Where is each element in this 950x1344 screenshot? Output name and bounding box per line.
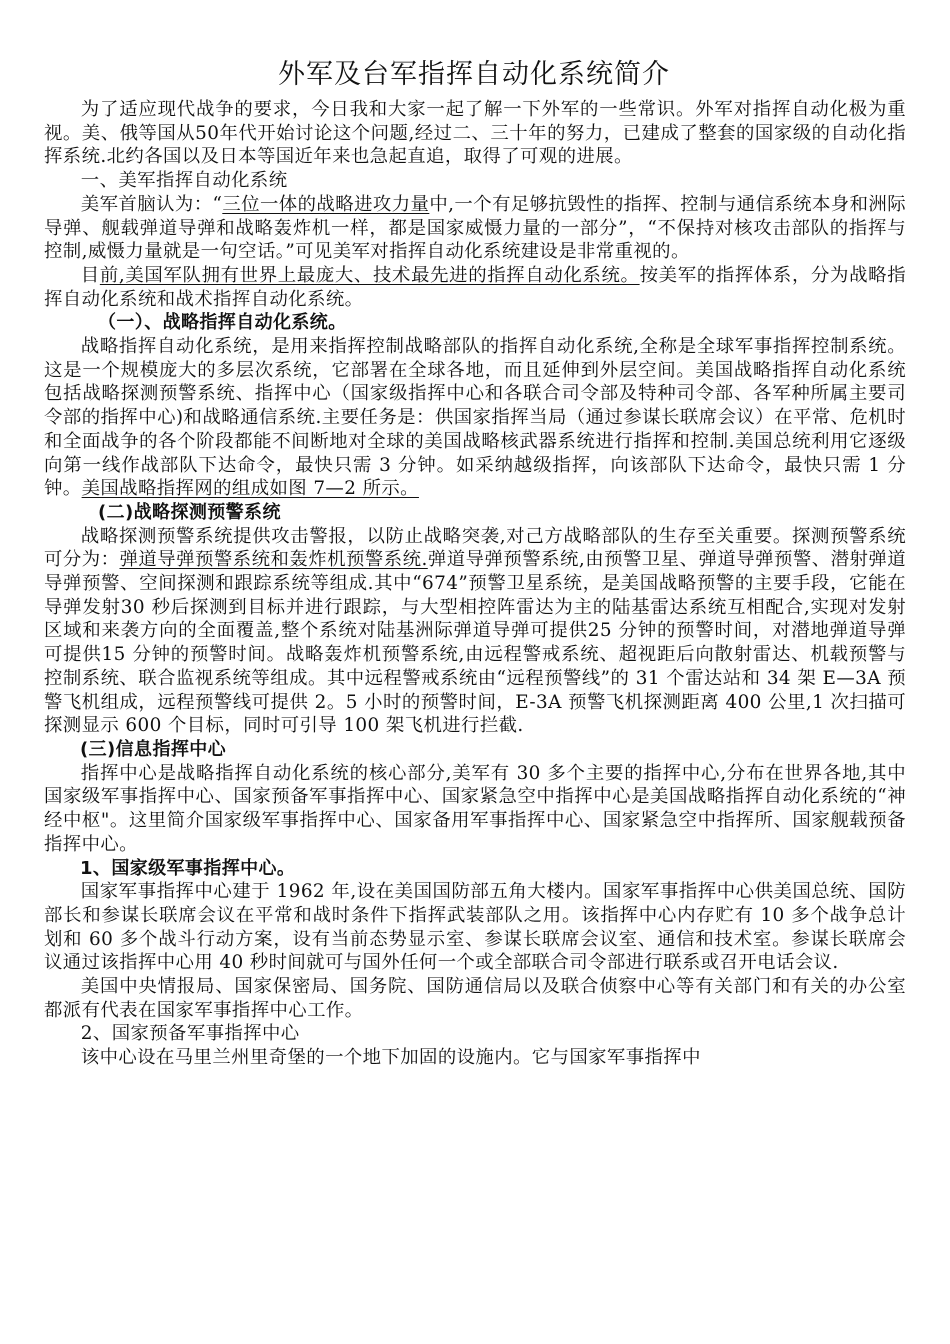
warning-text-end: 弹道导弹预警系统,由预警卫星、弹道导弹预警、潜射弹道导弹预警、空间探测和跟踪系统等组成.其中“674”预警卫星系统，是美国战略预警的主要手段，它能在导弹发射30 秒后探测到目标并进行跟踪，与大型相控阵雷达为主的陆基雷达系统互相配合,实现对发射区域和来袭方向的全面覆盖,整个系统对陆基洲际弹道导弹可提供25 分钟的预警时间，对潜地弹道导弹可提供15 分钟的预警时间。战略轰炸机预警系统,由远程警戒系统、超视距后向散射雷达、机载预警与控制系统、联合监视系统等组成。其中远程警戒系统由“远程预警线”的 31 个雷达站和 34 架 E—3A 预警飞机组成，远程预警线可提供 2。5 小时的预警时间，E-3A 预警飞机探测距离 400 公里,1 次扫描可探测显示 600 个目标，同时可引导 100 架飞机进行拦截.	[44, 549, 907, 737]
warning-text-start: 战略探测预警系统提供攻击警报，以防止战略突袭,对己方战略部队的生存至关重要。探测预警系统可分为：	[44, 525, 906, 571]
heading-us-military-system: 一、美军指挥自动化系统	[80, 170, 288, 192]
paragraph-command-center: 指挥中心是战略指挥自动化系统的核心部分,美军有 30 多个主要的指挥中心,分布在世界各地,其中国家级军事指挥中心、国家预备军事指挥中心、国家紧急空中指挥中心是美国战略指挥自动化系统的“神经中枢"。这里简介国家级军事指挥中心、国家备用军事指挥中心、国家紧急空中指挥所、国家舰载预备指挥中心。	[44, 762, 906, 855]
largest-text-end: 按美军的指挥体系，分为战略指挥自动化系统和战术指挥自动化系统。	[44, 264, 906, 310]
warning-underlined: 弹道导弹预警系统和轰炸机预警系统.	[119, 549, 428, 571]
largest-underlined: 前,美国军队拥有世界上最庞大、技术最先进的指挥自动化系统。	[99, 264, 640, 286]
triad-text-end: 中,一个有足够抗毁性的指挥、控制与通信系统本身和洲际导弹、舰载弹道导弹和战略轰炸机一样，都是国家威慑力量的一部分”，“不保持对核攻击部队的指挥与控制,威慑力量就是一句空话。”可见美军对指挥自动化系统建设是非常重视的。	[44, 193, 907, 263]
paragraph-early-warning	[44, 525, 906, 738]
heading-strategic-command: （一）、战略指挥自动化系统。	[98, 312, 347, 334]
strategic-underlined: 美国战略指挥网的组成如图 7—2 所示。	[81, 478, 419, 500]
largest-text-start: 目	[80, 264, 100, 286]
heading-command-center: (三)信息指挥中心	[80, 738, 227, 760]
heading-early-warning: (二)战略探测预警系统	[98, 501, 281, 523]
paragraph-national-command: 国家军事指挥中心建于 1962 年,设在美国国防部五角大楼内。国家军事指挥中心供美国总统、国防部长和参谋长联席会议在平常和战时条件下指挥武装部队之用。该指挥中心内存贮有 10 多个战争总计划和 60 多个战斗行动方案，设有当前态势显示室、参谋长联席会议室、通信和技术室。参谋长联席会议通过该指挥中心用 40 秒时间就可与国外任何一个或全部联合司令部进行联系或召开电话会议.	[44, 881, 906, 974]
triad-text-start: 美军首脑认为：“	[80, 193, 223, 215]
paragraph-strategic-command	[44, 335, 906, 501]
triad-underlined: 三位一体的战略进攻力量	[222, 193, 430, 215]
paragraph-agencies: 美国中央情报局、国家保密局、国务院、国防通信局以及联合侦察中心等有关部门和有关的办公室都派有代表在国家军事指挥中心工作。	[44, 976, 906, 1021]
paragraph-largest-system	[44, 264, 906, 311]
document-title: 外军及台军指挥自动化系统简介	[278, 59, 670, 90]
strategic-text: 战略指挥自动化系统，是用来指挥控制战略部队的指挥自动化系统,全称是全球军事指挥控制系统。这是一个规模庞大的多层次系统，它部署在全球各地，而且延伸到外层空间。美国战略指挥自动化系统包括战略探测预警系统、指挥中心（国家级指挥中心和各联合司令部及特种司令部、各军种所属主要司令部的指挥中心)和战略通信系统.主要任务是：供国家指挥当局（通过参谋长联席会议）在平常、危机时和全面战争的各个阶段都能不间断地对全球的美国战略核武器系统进行指挥和控制.美国总统利用它逐级向第一线作战部队下达命令，最快只需 3 分钟。如采纳越级指挥，向该部队下达命令，最快只需 1 分钟。	[44, 336, 906, 500]
paragraph-triad	[44, 193, 906, 264]
heading-national-command: 1、国家级军事指挥中心。	[80, 857, 296, 879]
heading-reserve-command: 2、国家预备军事指挥中心	[80, 1023, 300, 1045]
paragraph-reserve-command: 该中心设在马里兰州里奇堡的一个地下加固的设施内。它与国家军事指挥中	[80, 1047, 701, 1069]
document-page	[44, 58, 906, 1070]
intro-paragraph: 为了适应现代战争的要求，今日我和大家一起了解一下外军的一些常识。外军对指挥自动化极为重视。美、俄等国从50年代开始讨论这个问题,经过二、三十年的努力，已建成了整套的国家级的自动化指挥系统.北约各国以及日本等国近年来也急起直追，取得了可观的进展。	[44, 99, 906, 168]
